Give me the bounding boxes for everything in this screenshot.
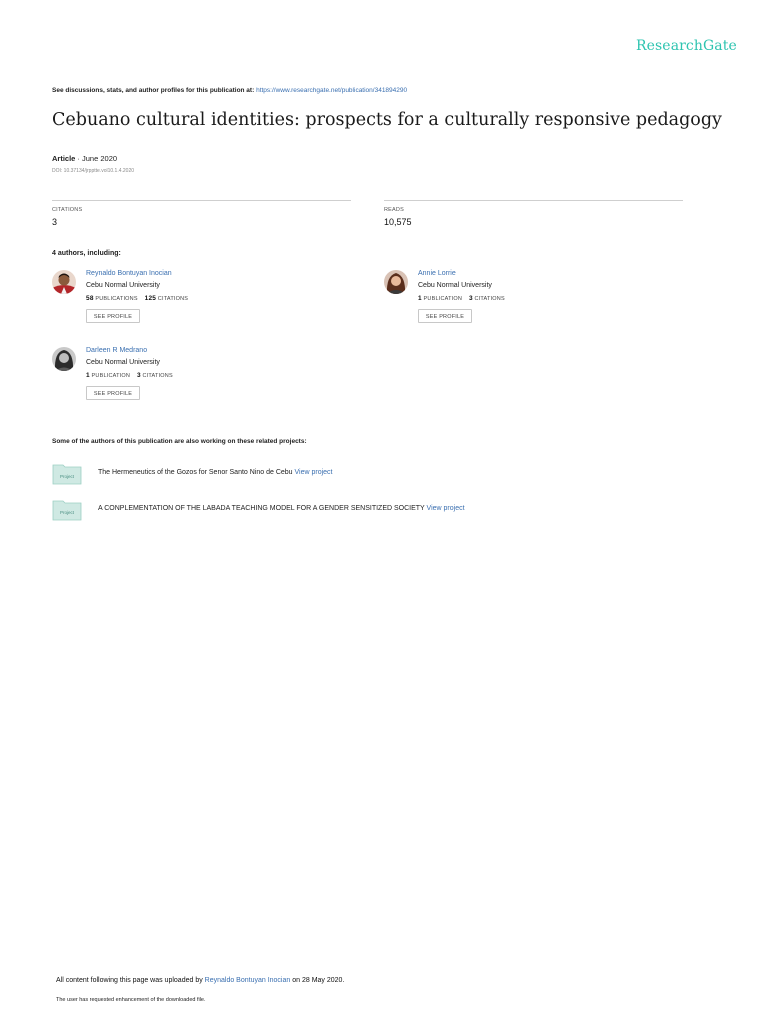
pubs-count: 58 <box>86 295 94 302</box>
project-icon-label: Project <box>59 474 75 479</box>
author-stats <box>86 295 188 302</box>
reads-label: READS <box>384 207 404 213</box>
author-stats <box>418 295 505 302</box>
pubs-label: PUBLICATIONS <box>93 296 138 302</box>
avatar[interactable] <box>52 270 76 294</box>
doi: DOI: 10.37134/jrpptte.vol10.1.4.2020 <box>52 168 135 174</box>
avatar[interactable] <box>52 347 76 371</box>
publication-title: Cebuano cultural identities: prospects for a culturally responsive pedagogy <box>52 110 722 130</box>
author-institution: Cebu Normal University <box>418 282 492 289</box>
publication-url-link[interactable]: https://www.researchgate.net/publication/341894290 <box>256 87 408 94</box>
cites-label: CITATIONS <box>472 296 505 302</box>
uploaded-by-line <box>56 977 344 984</box>
cites-count: 3 <box>136 372 141 379</box>
cites-label: CITATIONS <box>140 373 173 379</box>
author-name-link[interactable]: Reynaldo Bontuyan Inocian <box>86 270 172 277</box>
cites-count: 3 <box>468 295 473 302</box>
project-icon-label: Project <box>59 510 75 515</box>
article-meta <box>52 154 117 163</box>
see-profile-button[interactable]: SEE PROFILE <box>418 309 472 323</box>
uploaded-prefix: All content following this page was uploaded by <box>56 977 205 984</box>
project-folder-icon <box>52 499 82 521</box>
article-date: · June 2020 <box>75 154 118 163</box>
project-title-text: The Hermeneutics of the Gozos for Senor Santo Nino de Cebu <box>98 469 295 476</box>
project-title <box>98 505 465 512</box>
view-project-link[interactable]: View project <box>426 505 465 512</box>
project-title <box>98 469 333 476</box>
article-type: Article <box>52 154 76 163</box>
pubs-label: PUBLICATION <box>421 296 463 302</box>
author-name-link[interactable]: Darleen R Medrano <box>86 347 148 354</box>
cites-count: 125 <box>144 295 157 302</box>
authors-heading: 4 authors, including: <box>52 250 121 257</box>
cites-label: CITATIONS <box>156 296 189 302</box>
project-folder-icon <box>52 463 82 485</box>
see-discussions-text: See discussions, stats, and author profiles for this publication at: <box>52 87 255 94</box>
uploader-link[interactable]: Reynaldo Bontuyan Inocian <box>204 977 291 984</box>
enhancement-note: The user has requested enhancement of the downloaded file. <box>56 997 206 1003</box>
citations-label: CITATIONS <box>52 207 83 213</box>
see-discussions-line <box>52 87 407 94</box>
author-institution: Cebu Normal University <box>86 359 160 366</box>
avatar[interactable] <box>384 270 408 294</box>
project-title-text: A CONPLEMENTATION OF THE LABADA TEACHING MODEL FOR A GENDER SENSITIZED SOCIETY <box>98 505 427 512</box>
uploaded-suffix: on 28 May 2020. <box>290 977 345 984</box>
see-profile-button[interactable]: SEE PROFILE <box>86 386 140 400</box>
citations-value: 3 <box>52 217 58 227</box>
pubs-count: 1 <box>418 295 422 302</box>
researchgate-logo[interactable]: ResearchGate <box>636 38 737 54</box>
pubs-count: 1 <box>86 372 90 379</box>
see-profile-button[interactable]: SEE PROFILE <box>86 309 140 323</box>
view-project-link[interactable]: View project <box>294 469 333 476</box>
author-stats <box>86 372 173 379</box>
divider <box>384 200 683 201</box>
pubs-label: PUBLICATION <box>89 373 131 379</box>
reads-value: 10,575 <box>384 217 412 227</box>
author-institution: Cebu Normal University <box>86 282 160 289</box>
author-name-link[interactable]: Annie Lorrie <box>418 270 456 277</box>
related-projects-heading: Some of the authors of this publication are also working on these related projects: <box>52 438 307 445</box>
divider <box>52 200 351 201</box>
